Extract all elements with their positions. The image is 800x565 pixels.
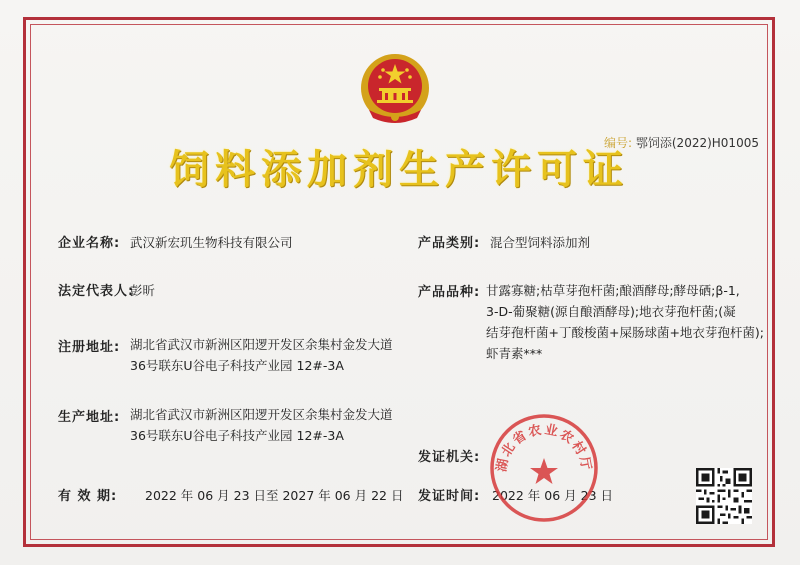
validity-label: 有 效 期:	[58, 489, 118, 504]
certificate-number-label: 编号:	[604, 136, 633, 150]
certificate-number-value: 鄂饲添(2022)H01005	[635, 136, 759, 150]
national-emblem-icon	[355, 50, 435, 130]
legal-rep-label: 法定代表人:	[58, 284, 135, 299]
prod-address-label: 生产地址:	[58, 410, 121, 425]
reg-address-line: 湖北省武汉市新洲区阳逻开发区余集村金发大道	[130, 337, 393, 352]
certificate-title: 饲料添加剂生产许可证	[169, 147, 629, 193]
issue-date-label: 发证时间:	[418, 489, 481, 504]
category-label: 产品类别:	[418, 236, 481, 251]
varieties-line: 结芽孢杆菌+丁酸梭菌+屎肠球菌+地衣芽孢杆菌);	[486, 325, 765, 340]
qr-code-icon	[696, 468, 752, 524]
varieties-line: 甘露寡糖;枯草芽孢杆菌;酿酒酵母;酵母硒;β-1,	[486, 283, 740, 298]
company-value: 武汉新宏玑生物科技有限公司	[130, 235, 293, 250]
company-label: 企业名称:	[58, 236, 121, 251]
seal-text: 湖北省农业农村厅	[494, 422, 594, 474]
validity-value: 2022 年 06 月 23 日至 2027 年 06 月 22 日	[145, 488, 404, 503]
varieties-line: 3-D-葡聚糖(源自酿酒酵母);地衣芽孢杆菌;(凝	[486, 304, 736, 319]
issue-date-value: 2022 年 06 月 23 日	[492, 488, 613, 503]
legal-rep-value: 彭昕	[130, 283, 156, 298]
prod-address-value	[130, 404, 393, 446]
official-seal-icon	[486, 410, 602, 526]
prod-address-line: 湖北省武汉市新洲区阳逻开发区余集村金发大道	[130, 407, 393, 422]
reg-address-label: 注册地址:	[58, 340, 121, 355]
varieties-line: 虾青素***	[486, 346, 543, 361]
issuer-label: 发证机关:	[418, 450, 481, 465]
reg-address-line: 36号联东U谷电子科技产业园 12#-3A	[130, 358, 344, 373]
varieties-label: 产品品种:	[418, 285, 481, 300]
reg-address-value	[130, 334, 393, 376]
varieties-value	[486, 280, 764, 364]
category-value: 混合型饲料添加剂	[490, 235, 591, 250]
prod-address-line: 36号联东U谷电子科技产业园 12#-3A	[130, 428, 344, 443]
